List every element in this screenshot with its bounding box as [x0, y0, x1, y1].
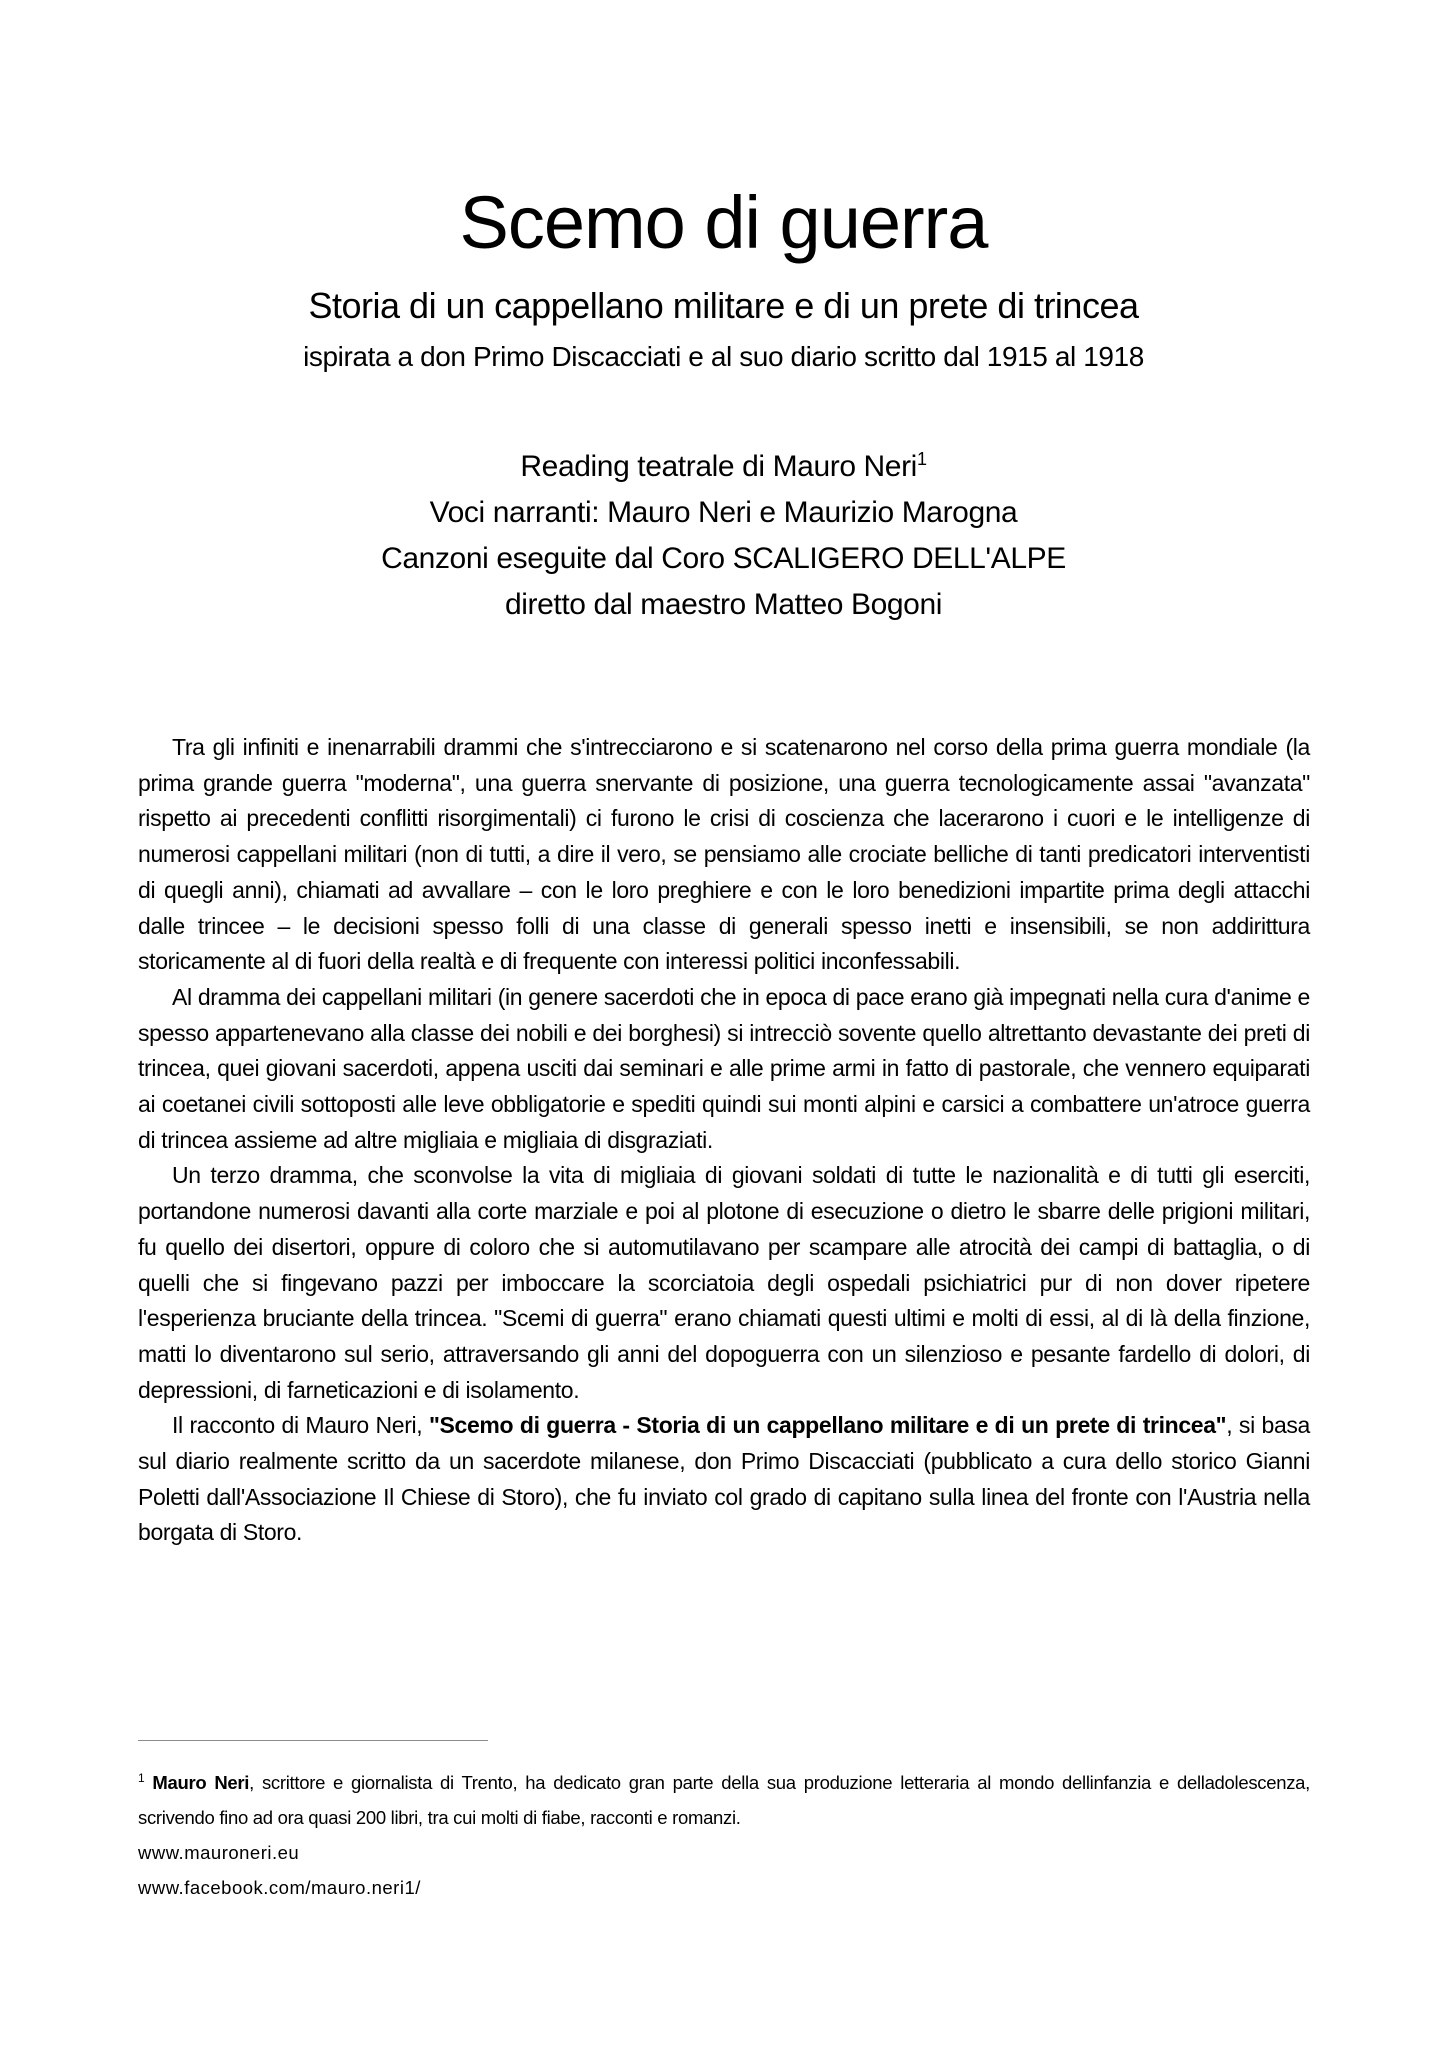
credits-reading-line — [0, 444, 1447, 490]
paragraph: Al dramma dei cappellani militari (in genere sacerdoti che in epoca di pace erano già impegnati nella cura d'anime e spesso appartenevano alla classe dei nobili e dei borghesi) si intrecciò sovente quello altrettanto devastante dei preti di trincea, quei giovani sacerdoti, appena usciti dai seminari e alle prime armi in fatto di pastorale, che vennero equiparati ai coetanei civili sottoposti alle leve obbligatorie e spediti quindi sui monti alpini e carsici a combattere un'atroce guerra di trincea assieme ad altre migliaia e migliaia di disgraziati. — [138, 983, 1310, 1153]
footnote-link-website[interactable]: www.mauroneri.eu — [138, 1842, 300, 1863]
work-title-bold: "Scemo di guerra - Storia di un cappellano militare e di un prete di trincea" — [428, 1412, 1227, 1439]
document-subtitle-secondary: ispirata a don Primo Discacciati e al suo diario scritto dal 1915 al 1918 — [303, 341, 1144, 372]
credits-director: diretto dal maestro Matteo Bogoni — [504, 588, 943, 621]
credits-songs: Canzoni eseguite dal Coro SCALIGERO DELL'ALPE — [381, 542, 1066, 575]
footnote-separator — [138, 1740, 488, 1741]
footnote-author-name: Mauro Neri — [152, 1772, 250, 1793]
document-title: Scemo di guerra — [459, 181, 988, 264]
credits-block — [0, 444, 1447, 628]
document-subtitle: Storia di un cappellano militare e di un prete di trincea — [308, 285, 1139, 326]
paragraph-text: Il racconto di Mauro Neri, — [172, 1412, 429, 1439]
paragraph — [138, 1408, 1310, 1551]
footnote-reference[interactable]: 1 — [916, 449, 927, 469]
credits-voices: Voci narranti: Mauro Neri e Maurizio Marogna — [429, 496, 1018, 529]
footnote-link-facebook[interactable]: www.facebook.com/mauro.neri1/ — [138, 1877, 421, 1898]
credits-reading: Reading teatrale di Mauro Neri — [520, 450, 917, 483]
footnote — [138, 1765, 1310, 1835]
body-text — [138, 730, 1310, 1551]
paragraph: Tra gli infiniti e inenarrabili drammi che s'intrecciarono e si scatenarono nel corso della prima guerra mondiale (la prima grande guerra "moderna", una guerra snervante di posizione, una guerra tecnologicamente assai "avanzata" rispetto ai precedenti conflitti risorgimentali) ci furono le crisi di coscienza che lacerarono i cuori e le intelligenze di numerosi cappellani militari (non di tutti, a dire il vero, se pensiamo alle crociate belliche di tanti predicatori interventisti di quegli anni), chiamati ad avvallare – con le loro preghiere e con le loro benedizioni impartite prima degli attacchi dalle trincee – le decisioni spesso folli di una classe di generali spesso inetti e insensibili, se non addirittura storicamente al di fuori della realtà e di frequente con interessi politici inconfessabili. — [138, 734, 1310, 975]
footnotes — [138, 1765, 1310, 1905]
footnote-text: , scrittore e giornalista di Trento, ha dedicato gran parte della sua produzione letteraria al mondo dellinfanzia e delladolescenza, scrivendo fino ad ora quasi 200 libri, tra cui molti di fiabe, racconti e romanzi. — [138, 1772, 1310, 1828]
footnote-number: 1 — [138, 1770, 145, 1785]
paragraph-text: , si basa sul diario realmente scritto da un sacerdote milanese, don Primo Discacciati (pubblicato a cura dello storico Gianni Poletti dall'Associazione Il Chiese di Storo), che fu inviato col grado di capitano sulla linea del fronte con l'Austria nella borgata di Storo. — [138, 1412, 1310, 1546]
paragraph: Un terzo dramma, che sconvolse la vita di migliaia di giovani soldati di tutte le nazionalità e di tutti gli eserciti, portandone numerosi davanti alla corte marziale e poi al plotone di esecuzione o dietro le sbarre delle prigioni militari, fu quello dei disertori, oppure di coloro che si automutilavano per scampare alle atrocità dei campi di battaglia, o di quelli che si fingevano pazzi per imboccare la scorciatoia degli ospedali psichiatrici pur di non dover ripetere l'esperienza bruciante della trincea. "Scemi di guerra" erano chiamati questi ultimi e molti di essi, al di là della finzione, matti lo diventarono sul serio, attraversando gli anni del dopoguerra con un silenzioso e pesante fardello di dolori, di depressioni, di farneticazioni e di isolamento. — [138, 1162, 1310, 1403]
